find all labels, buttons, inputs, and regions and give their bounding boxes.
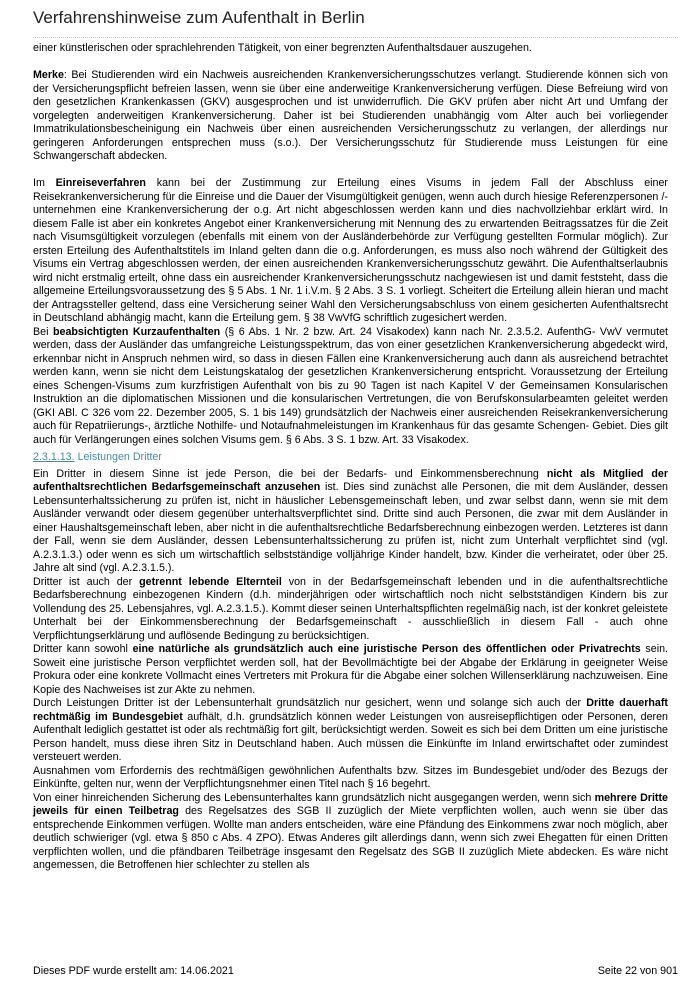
bold-term: Dritte dauerhaft rechtmäßig im Bundesgebiet [33,697,668,723]
text-fragment: aufhält, d.h. grundsätzlich können weder Leistungen von ausreisepflichtigen oder Personen, deren Aufenthalt lediglich gestattet ist oder als rechtmäßig fort gilt, berücksichtigt werden. Soweit es sich bei dem Dritten um eine juristische Person handelt, muss diese ihren Sitz in Deutschland haben. Auch müssen die Einkünfte im Inland erwirtschaftet oder zumindest versteuert werden. [33,710,668,763]
section-title: Leistungen Dritter [74,451,162,463]
text-fragment: sein. Soweit eine juristische Person verpflichtet werden soll, hat der Bevollmächtigte bei der Abgabe der Erklärung in geeigneter Weise Prokura oder eine konkrete Vollmacht eines Vertreters mit Prokura für die Abgabe einer solchen Willenserklärung nachzuweisen. Eine Kopie des Nachweises ist zur Akte zu nehmen. [33,643,669,696]
paragraph-merke [33,69,668,164]
section-number-link[interactable]: 2.3.1.13. [33,451,75,463]
bold-term: eine natürliche als grundsätzlich auch eine juristische Person des öffentlichen oder Privatrechts [132,643,641,655]
section-heading[interactable] [33,451,668,465]
text-fragment: Bei [33,325,53,338]
text-fragment: kann bei der Zustimmung zur Erteilung eines Visums in jedem Fall der Abschluss einer Reisekrankenversicherung für die Einreise und die Dauer der Visumgültigkeit genügen, wenn auch durch hiesige Referenzpersonen /-unternehmen eine Krankenversicherung der o.g. Art nicht abgeschlossen werden kann und dies nachvollziehbar erklärt wird. In diesem Falle ist aber ein konkretes Angebot einer Krankenversicherung mit Nennung des zu erwartenden Beitragssatzes für die Zeit nach Visumsgültigkeit vorzulegen (ebenfalls mit einem von der Ausländerbehörde zur Verfügung gestellten Formular möglich). Zur ersten Erteilung des Aufenthaltstitels im Inland gelten dann die o.g. Anforderungen, es muss also noch während der Gültigkeit des Visums ein Vertrag abgeschlossen werden, der einen ausreichenden Krankenversicherungsschutz gewährt. Die Aufenthaltserlaubnis wird nicht erstmalig erteilt, ohne dass ein ausreichender Krankenversicherungsschutz nachgewiesen ist und damit feststeht, dass die allgemeine Erteilungsvoraussetzung des § 5 Abs. 1 Nr. 1 i.V.m. § 2 Abs. 3 S. 1 vorliegt. Scheitert die Erteilung allein hieran und macht der Antragssteller geltend, dass eine Versicherung seiner Wahl den Versicherungsabschluss von einem gesicherten Aufenthaltsrecht in Deutschland abhängig macht, kann die Erteilung gem. § 38 VwVfG schriftlich zugesichert werden. [33,177,668,324]
text-fragment: (§ 6 Abs. 1 Nr. 2 bzw. Art. 24 Visakodex) kann nach Nr. 2.3.5.2. AufenthG- VwV vermutet werden, dass der Ausländer das umfangreiche Leistungsspektrum, das von einer gesetzlichen Krankenversicherung abgedeckt wird, erkennbar nicht in Anspruch nehmen wird, so dass in diesen Fällen eine Krankenversicherung auch dann als ausreichend betrachtet werden kann, wenn sie nicht dem Leistungskatalog der gesetzlichen Krankenversicherung entspricht. Voraussetzung der Erteilung eines Schengen-Visums zum kurzfristigen Aufenthalt von bis zu 90 Tagen ist nach Kapitel V der Gemeinsamen Konsularischen Instruktion an die diplomatischen Missionen und die konsularischen Vertretungen, die von Berufskonsularbeamten geleitet werden (GKI ABl. C 326 vom 22. Dezember 2005, S. 1 bis 149) grundsätzlich der Nachweis einer ausreichenden Reisekrankenversicherung auch für Repatriierungs-, ärztliche Nothilfe- und Notaufnahmeleistungen im Krankenhaus für das gesamte Schengen- Gebiet. Dies gilt auch für Verlängerungen eines solchen Visums gem. § 6 Abs. 3 S. 1 bzw. Art. 33 Visakodex. [33,325,668,446]
text-fragment: Im [33,177,56,189]
title-divider [33,37,678,38]
text-fragment: Ein Dritter in diesem Sinne ist jede Person, die bei der Bedarfs- und Einkommensberechnung [33,467,547,480]
paragraph-continuation: einer künstlerischen oder sprachlehrenden Tätigkeit, von einer begrenzten Aufenthaltsdauer auszugehen. [33,42,532,54]
text-fragment: von in der Bedarfsgemeinschaft lebenden und in die aufenthaltsrechtliche Bedarfsberechnung einbezogenen Kindern (d.h. minderjährigen oder wirtschaftlich noch nicht selbstständigen Kindern bis zur Vollendung des 25. Lebensjahres, vgl. A.2.3.1.5.). Kommt dieser seinen Unterhaltspflichten regelmäßig nach, ist der konkret geleistete Unterhalt bei der Einkommensberechnung der Bedarfsgemeinschaft - ausschließlich in diesem Fall - auch ohne Verpflichtungserklärung und auflösende Bedingung zu berücksichtigen. [33,575,669,642]
bold-term: getrennt lebende Elternteil [139,575,282,588]
page-title: Verfahrenshinweise zum Aufenthalt in Berlin [33,8,365,27]
bold-term: Einreiseverfahren [55,177,146,189]
merke-text: : Bei Studierenden wird ein Nachweis ausreichenden Krankenversicherungsschutzes verlangt. Studierende können sich von der Versicherungspflicht befreien lassen, wenn sie über eine anderweitige Krankenversicherung verfügen. Diese Befreiung wird von den gesetzlichen Krankenkassen (GKV) ausgesprochen und ist unwiderruflich. Die GKV prüfen aber nicht Art und Umfang der vorgelegten anderweitigen Krankenversicherung. Daher ist bei Studierenden unabhängig vom Alter auch bei vorliegender Immatrikulationsbescheinigung ein Nachweis über einen ausreichenden Versicherungsschutz zu verlangen, der allerdings nur geringeren Anforderungen entsprechen muss (s.o.). Der Versicherungsschutz für Studierende muss Leistungen für eine Schwangerschaft abdecken. [33,69,668,162]
paragraph-dritter-definition [33,468,668,576]
text-fragment: Durch Leistungen Dritter ist der Lebensunterhalt grundsätzlich nur gesichert, wenn und solange sich auch der [33,697,587,709]
bold-term: nicht als Mitglied der aufenthaltsrechtlichen Bedarfsgemeinschaft anzusehen [33,467,668,493]
text-fragment: ist. Dies sind zunächst alle Personen, die mit dem Ausländer, dessen Lebensunterhaltssicherung zu prüfen ist, nicht in häuslicher Lebensgemeinschaft leben, und zwar selbst dann, wenn sie mit dem Ausländer verwandt oder diesem gegenüber unterhaltsverpflichtet sind. Dritte sind auch Personen, die zwar mit dem Ausländer in einer Haushaltsgemeinschaft leben, aber nicht in die aufenthaltsrechtliche Bedarfsberechnung einbezogen werden. Letzteres ist dann der Fall, wenn sie dem Ausländer, dessen Lebensunterhaltssicherung zu prüfen ist, nicht zum Unterhalt verpflichtet sind (vgl. A.2.3.1.3.) oder wenn es sich um wirtschaftlich selbstständige volljährige Kinder handelt, bzw. Kinder die verheiratet, oder über 25. Jahre alt sind (vgl. A.2.3.1.5.). [33,481,668,574]
text-fragment: Dritter ist auch der [33,575,140,588]
paragraph-kurzaufenthalte [33,326,668,448]
paragraph-mehrere-dritte [33,792,668,873]
merke-label: Merke [33,69,64,81]
text-fragment: des Regelsatzes des SGB II zuzüglich der Miete verpflichten wollen, auch wenn sie über das entsprechende Einkommen verfügen. Wollte man anders entscheiden, wäre eine Pfändung des Einkommens zwar noch möglich, aber deutlich schwieriger (vgl. etwa § 850 c Abs. 4 ZPO). Etwas Anderes gilt allerdings dann, wenn sich zwei Ehegatten für einen Dritten verpflichten wollen, und die pfändbaren Teilbeträge insgesamt den Regelsatz des SGB II zuzüglich Miete abdecken. Es wäre nicht angemessen, die Betroffenen hier schlechter zu stellen als [33,805,668,871]
paragraph-juristische-person [33,643,668,697]
paragraph-ausnahmen: Ausnahmen vom Erfordernis des rechtmäßigen gewöhnlichen Aufenthalts bzw. Sitzes im Bundesgebiet und/oder des Bezugs der Einkünfte, gelten nur, wenn der Verpflichtungsnehmer einen Titel nach § 16 begehrt. [33,764,668,790]
footer-page-number: Seite 22 von 901 [597,965,678,977]
paragraph-elternteil [33,576,668,644]
footer-created-date: Dieses PDF wurde erstellt am: 14.06.2021 [33,965,234,977]
paragraph-einreiseverfahren [33,177,668,326]
text-fragment: Dritter kann sowohl [33,643,133,655]
text-fragment: Von einer hinreichenden Sicherung des Lebensunterhaltes kann grundsätzlich nicht ausgegangen werden, wenn sich [33,791,595,804]
paragraph-rechtmaessig [33,697,668,765]
document-body [33,42,668,873]
bold-term: mehrere Dritte jeweils für einen Teilbetrag [33,791,668,817]
bold-term: beabsichtigten Kurzaufenthalten [52,325,221,338]
